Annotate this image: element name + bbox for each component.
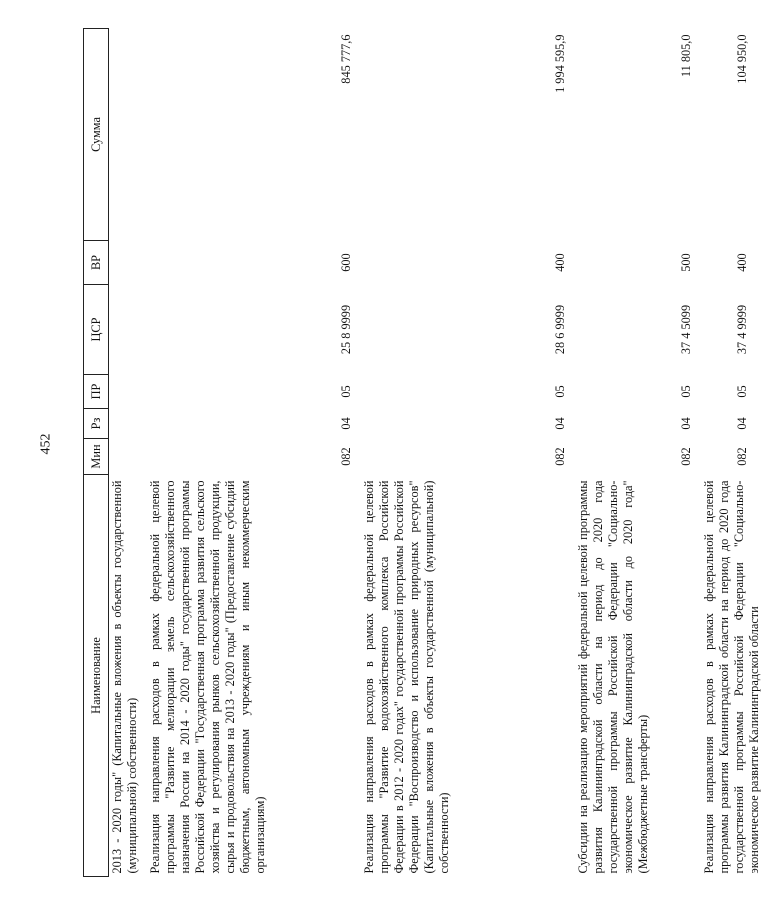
row-min: 082 (735, 447, 749, 466)
table-row (575, 29, 695, 877)
row-sum: 1 994 595,9 (553, 34, 567, 93)
header-min: Мин (84, 439, 109, 475)
row-min: 082 (339, 447, 353, 466)
row-vr: 400 (735, 253, 749, 272)
row-csr: 37 4 5099 (679, 304, 693, 355)
row-pr: 05 (339, 385, 353, 398)
table-row (361, 29, 569, 877)
row-vr: 400 (553, 253, 567, 272)
row-name: 2013 - 2020 годы" (Капитальные вложения в объекты государственной (муниципальной) собственности) (110, 480, 139, 874)
row-name: Субсидии на реализацию мероприятий федеральной целевой программы развития Калининградской области на период до 2020 года государственной программы Российской Федерации "Социально-экономическое развитие Калининградской области до 2020 года" (Межбюджетные трансферты) (576, 480, 650, 874)
budget-table (83, 28, 763, 877)
row-min: 082 (679, 447, 693, 466)
row-name: Реализация направления расходов в рамках федеральной целевой программы "Развитие водохозяйственного комплекса Российской Федерации в 2012 - 2020 годах" государственной программы Российской Федерации "Воспроизводство и использование природных ресурсов" (Капитальные вложения в объекты государственной (муниципальной) собственности) (362, 480, 451, 874)
row-vr (109, 241, 142, 285)
header-csr: ЦСР (84, 285, 109, 375)
row-min (109, 439, 142, 475)
header-vr: ВР (84, 241, 109, 285)
row-rz: 04 (679, 417, 693, 430)
row-name: Реализация направления расходов в рамках федеральной целевой программы развития Калининградской области на период до 2020 года государственной программы Российской Федерации "Социально-экономическое развитие Калининградской области (702, 480, 761, 874)
row-sum: 845 777,6 (339, 34, 353, 84)
row-pr: 05 (735, 385, 749, 398)
row-csr: 28 6 9999 (553, 304, 567, 355)
row-rz: 04 (735, 417, 749, 430)
table-row (109, 29, 142, 877)
row-rz (109, 409, 142, 439)
row-vr: 600 (339, 253, 353, 272)
row-sum (109, 29, 142, 241)
row-name: Реализация направления расходов в рамках федеральной целевой программы "Развитие мелиорации земель сельскохозяйственного назначения России на 2014 - 2020 годы" государственной программы Российской Федерации "Государственная программа развития сельского хозяйства и регулирования рынков сельскохозяйственной продукции, сырья и продовольствия на 2013 - 2020 годы" (Предоставление субсидий бюджетным, автономным учреждениям и иным некоммерческим организациям) (148, 480, 267, 874)
row-sum: 104 950,0 (735, 34, 749, 84)
row-pr: 05 (553, 385, 567, 398)
row-pr (109, 375, 142, 409)
header-rz: Рз (84, 409, 109, 439)
row-rz: 04 (553, 417, 567, 430)
row-min: 082 (553, 447, 567, 466)
header-name: Наименование (84, 475, 109, 877)
row-vr: 500 (679, 253, 693, 272)
page-number: 452 (38, 433, 54, 455)
table-header-row (84, 29, 109, 877)
row-csr (109, 285, 142, 375)
row-pr: 05 (679, 385, 693, 398)
header-sum: Сумма (84, 29, 109, 241)
row-csr: 25 8 9999 (339, 304, 353, 355)
header-pr: ПР (84, 375, 109, 409)
row-csr: 37 4 9999 (735, 304, 749, 355)
row-sum: 11 805,0 (679, 34, 693, 78)
table-row (147, 29, 355, 877)
row-rz: 04 (339, 417, 353, 430)
table-row (701, 29, 763, 877)
rotated-budget-table (83, 29, 761, 877)
